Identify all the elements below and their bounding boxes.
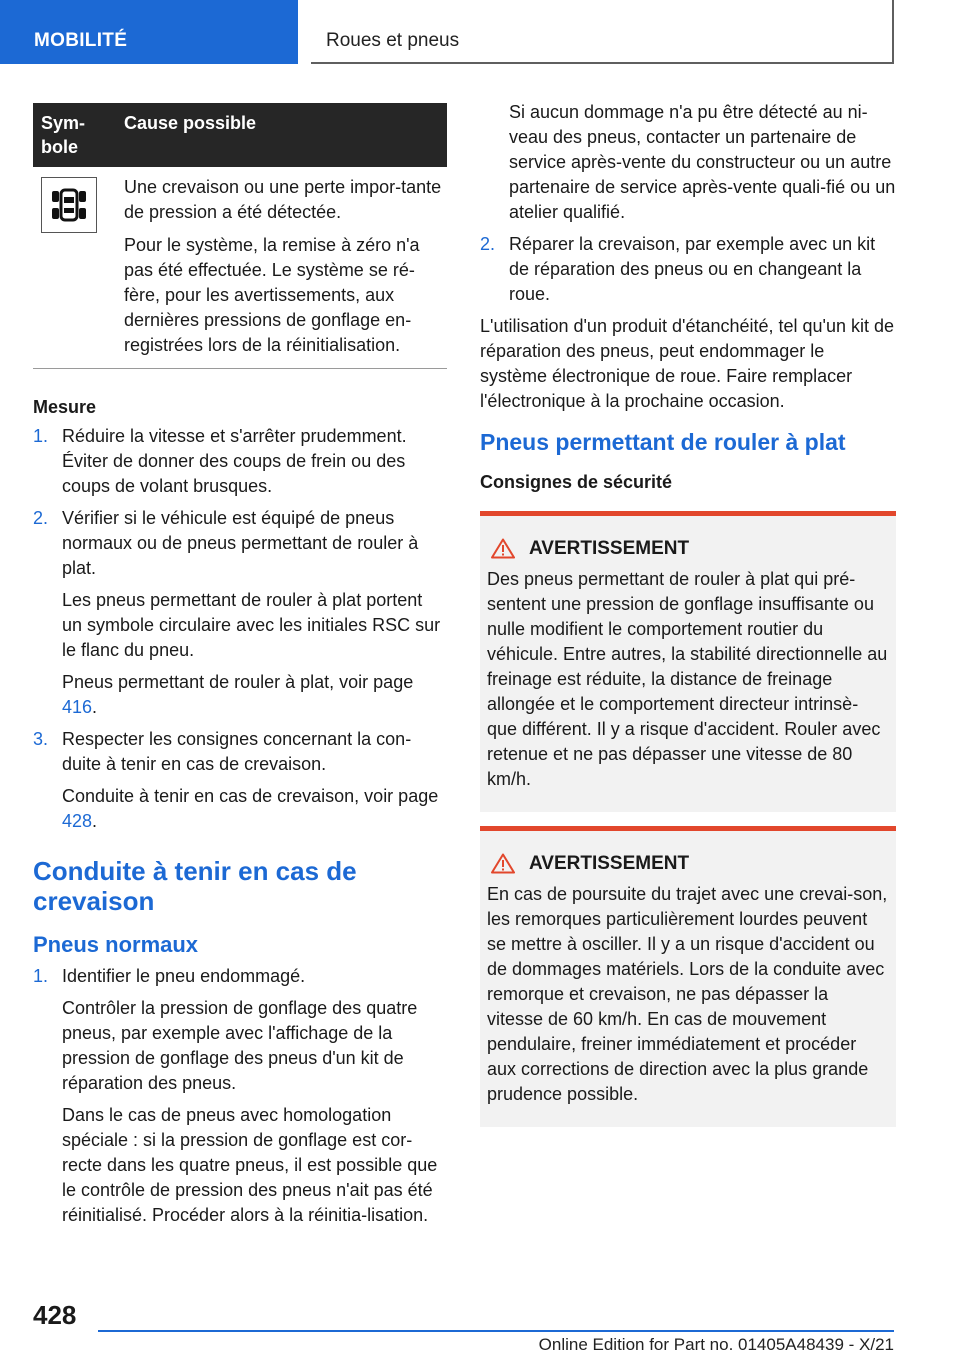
list-item xyxy=(33,424,447,499)
cause-text: Pour le système, la remise à zéro n'a pas été effectuée. Le système se ré-fère, pour les avertissements, aux dernières pressions de gonflage en-registrées lors de la réinitialisation. xyxy=(124,235,420,355)
page-link-416[interactable]: 416 xyxy=(62,697,93,717)
step-number: 1. xyxy=(33,426,49,446)
step-text: Les pneus permettant de rouler à plat portent un symbole circulaire avec les initiales RSC sur le flanc du pneu. xyxy=(62,590,441,660)
symbol-table xyxy=(33,103,447,369)
step-text: Réduire la vitesse et s'arrêter prudemment. Éviter de donner des coups de frein ou des coups de volant brusques. xyxy=(62,426,407,496)
warning-label: AVERTISSEMENT xyxy=(529,853,690,874)
step-text: Respecter les consignes concernant la con-duite à tenir en cas de crevaison. xyxy=(62,729,412,774)
section-tab xyxy=(0,0,298,64)
step-number: 1. xyxy=(33,966,49,986)
step-text: Identifier le pneu endommagé. xyxy=(62,966,306,986)
step-text: Contrôler la pression de gonflage des quatre pneus, par exemple avec l'affichage de la pression de gonflage des pneus d'un kit de réparation des pneus. xyxy=(62,998,418,1093)
left-column xyxy=(33,103,447,1235)
section-heading: Conduite à tenir en cas de crevaison xyxy=(33,856,357,916)
section-title: MOBILITÉ xyxy=(34,30,128,51)
warning-triangle-icon xyxy=(491,538,515,559)
page-link-428[interactable]: 428 xyxy=(62,811,93,831)
list-item xyxy=(480,232,896,307)
table-row xyxy=(33,167,447,369)
step-number: 3. xyxy=(33,729,49,749)
warning-triangle-icon xyxy=(491,853,515,874)
chapter-tab xyxy=(311,0,894,64)
symbol-cell xyxy=(33,167,116,369)
step-text: Vérifier si le véhicule est équipé de pneus normaux ou de pneus permettant de rouler à plat. xyxy=(62,508,419,578)
cause-text: Une crevaison ou une perte impor-tante de pression a été détectée. xyxy=(124,177,442,222)
warning-header xyxy=(487,851,888,876)
footer-divider xyxy=(98,1330,894,1332)
page-number: 428 xyxy=(33,1300,77,1330)
edition-text: Online Edition for Part no. 01405A48439 - X/21 xyxy=(538,1335,894,1354)
subsection-heading: Pneus permettant de rouler à plat xyxy=(480,429,846,455)
mesure-steps xyxy=(33,424,447,834)
list-item xyxy=(33,727,447,834)
step-text: Dans le cas de pneus avec homologation spéciale : si la pression de gonflage est cor-recte dans les quatre pneus, il est possible que le contrôle de pression des pneus n'ait pas été réinitialisé. Procéder alors à la réinitia-lisation. xyxy=(62,1105,438,1225)
reference-text: Pneus permettant de rouler à plat, voir page xyxy=(62,672,414,692)
warning-header xyxy=(487,536,888,561)
step-number: 2. xyxy=(33,508,49,528)
step-number: 2. xyxy=(480,234,496,254)
step-reference: Conduite à tenir en cas de crevaison, voir page 428. xyxy=(62,786,439,831)
warning-text: Des pneus permettant de rouler à plat qui pré-sentent une pression de gonflage insuffisante ou nulle modifient le comportement routier du véhicule. Entre autres, la stabilité directionnelle au freinage est réduite, la distance de freinage allongée et le comportement directeur intrinsè-que différent. Il y a risque d'accident. Rouler avec retenue et ne pas dépasser une vitesse de 80 km/h. xyxy=(487,569,888,789)
cause-cell xyxy=(116,167,447,369)
list-item xyxy=(480,100,896,225)
right-column xyxy=(480,100,896,1141)
step-reference: Pneus permettant de rouler à plat, voir page 416. xyxy=(62,672,414,717)
normaux-steps-continued xyxy=(480,100,896,307)
step-text: Si aucun dommage n'a pu être détecté au ni-veau des pneus, contacter un partenaire de service après-vente du constructeur ou un autre partenaire de service après-vente quali-fié ou un atelier qualifié. xyxy=(509,102,896,222)
reference-text: Conduite à tenir en cas de crevaison, voir page xyxy=(62,786,439,806)
list-item xyxy=(33,964,447,1228)
safety-heading: Consignes de sécurité xyxy=(480,472,673,492)
sealant-note: L'utilisation d'un produit d'étanchéité, tel qu'un kit de réparation des pneus, peut endommager le système électronique de roue. Faire remplacer l'électronique à la prochaine occasion. xyxy=(480,316,895,411)
chapter-title: Roues et pneus xyxy=(326,30,460,51)
col-symbol-header: Sym- bole xyxy=(33,103,116,167)
normaux-steps xyxy=(33,964,447,1228)
table-header-row xyxy=(33,103,447,167)
warning-box xyxy=(480,826,896,1127)
list-item xyxy=(33,506,447,720)
warning-label: AVERTISSEMENT xyxy=(529,538,690,559)
col-cause-header: Cause possible xyxy=(116,103,447,167)
warning-box xyxy=(480,511,896,812)
warning-text: En cas de poursuite du trajet avec une crevai-son, les remorques particulièrement lourdes peuvent se mettre à osciller. Il y a un risque d'accident ou de dommages matériels. Lors de la conduite avec remorque et crevaison, ne pas dépasser la vitesse de 60 km/h. En cas de mouvement pendulaire, freiner immédiatement et procéder aux corrections de direction avec la plus grande prudence possible. xyxy=(487,884,888,1104)
subsection-heading: Pneus normaux xyxy=(33,932,199,957)
tyre-pressure-warning-icon xyxy=(41,177,97,233)
mesure-heading: Mesure xyxy=(33,397,97,417)
step-text: Réparer la crevaison, par exemple avec un kit de réparation des pneus ou en changeant la roue. xyxy=(509,234,876,304)
